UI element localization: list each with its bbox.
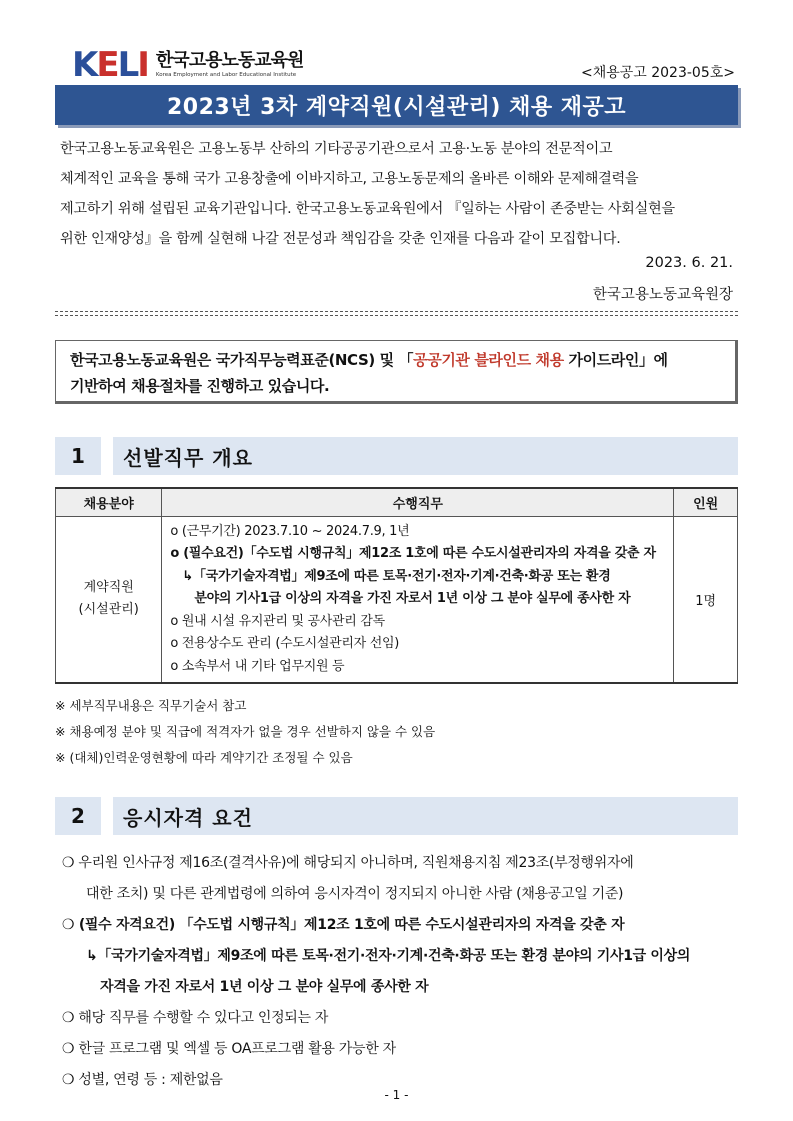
qualification-item: 대한 조치) 및 다른 관계법령에 의하여 응시자격이 정지되지 아니한 사람 (채용공고일 기준) xyxy=(86,886,624,902)
headcount-cell: 1명 xyxy=(674,516,738,683)
logo-org-name-kr: 한국고용노동교육원 xyxy=(155,50,304,71)
section-header-1 xyxy=(55,437,738,475)
duty-item: ↳「국가기술자격법」제9조에 따른 토목·전기·전자·기계·건축·화공 또는 환경 xyxy=(182,568,611,584)
intro-paragraph xyxy=(60,134,736,254)
duty-item: o 소속부서 내 기타 업무지원 등 xyxy=(170,658,345,674)
column-header: 수행직무 xyxy=(162,488,674,516)
note-item: ※ 채용예정 분야 및 직급에 적격자가 없을 경우 선발하지 않을 수 있음 xyxy=(55,724,436,739)
title-bar xyxy=(55,85,738,125)
duty-item: o 전용상수도 관리 (수도시설관리자 선임) xyxy=(170,636,400,651)
ncs-notice-box: 한국고용노동교육원은 국가직무능력표준(NCS) 및 「공공기관 블라인드 채용 가이드라인」에 기반하여 채용절차를 진행하고 있습니다. xyxy=(55,340,738,404)
duty-item: o (근무기간) 2023.7.10 ~ 2024.7.9, 1년 xyxy=(170,523,410,539)
qualification-item: ↳「국가기술자격법」제9조에 따른 토목·전기·전자·기계·건축·화공 또는 환경 분야의 기사1급 이상의 xyxy=(86,948,691,964)
qualification-item: ❍ 우리원 인사규정 제16조(결격사유)에 해당되지 아니하며, 직원채용지침 제23조(부정행위자에 xyxy=(62,855,634,871)
duty-table xyxy=(55,487,738,684)
intro-line: 제고하기 위해 설립된 교육기관입니다. 한국고용노동교육원에서 『일하는 사람이 존중받는 사회실현을 xyxy=(60,201,675,217)
page-title: 2023년 3차 계약직원(시설관리) 채용 재공고 xyxy=(166,94,627,120)
divider xyxy=(55,311,738,316)
qualification-item: ❍ 해당 직무를 수행할 수 있다고 인정되는 자 xyxy=(62,1010,329,1026)
qualification-item: 자격을 가진 자로서 1년 이상 그 분야 실무에 종사한 자 xyxy=(100,979,429,995)
duty-item: o (필수요건)「수도법 시행규칙」제12조 1호에 따른 수도시설관리자의 자격을 갖춘 자 xyxy=(170,546,656,561)
section-header-2 xyxy=(55,797,738,835)
intro-line: 위한 인재양성』을 함께 실현해 나갈 전문성과 책임감을 갖춘 인재를 다음과 같이 모집합니다. xyxy=(60,231,621,247)
logo-mark: KELI xyxy=(72,45,148,85)
note-item: ※ (대체)인력운영현황에 따라 계약기간 조정될 수 있음 xyxy=(55,750,353,765)
section-number: 2 xyxy=(55,797,101,835)
duty-item: o 원내 시설 유지관리 및 공사관리 감독 xyxy=(170,613,385,629)
qualification-list xyxy=(62,848,742,1096)
highlight-text: 공공기관 블라인드 채용 xyxy=(413,351,564,369)
column-header: 인원 xyxy=(674,488,738,516)
intro-line: 체계적인 교육을 통해 국가 고용창출에 이바지하고, 고용노동문제의 올바른 이해와 문제해결력을 xyxy=(60,171,639,187)
duties-cell xyxy=(162,516,674,683)
qualification-item: ❍ 한글 프로그램 및 엑셀 등 OA프로그램 활용 가능한 자 xyxy=(62,1041,396,1057)
section-title: 응시자격 요건 xyxy=(113,797,738,835)
notice-number: <채용공고 2023-05호> xyxy=(580,65,735,81)
duty-item: 분야의 기사1급 이상의 자격을 가진 자로서 1년 이상 그 분야 실무에 종사한 자 xyxy=(194,591,631,606)
notice-date: 2023. 6. 21. xyxy=(645,255,733,271)
section-number: 1 xyxy=(55,437,101,475)
intro-line: 한국고용노동교육원은 고용노동부 산하의 기타공공기관으로서 고용·노동 분야의 전문적이고 xyxy=(60,141,613,157)
table-row xyxy=(56,516,738,683)
signature: 한국고용노동교육원장 xyxy=(592,287,733,303)
column-header: 채용분야 xyxy=(56,488,162,516)
org-logo xyxy=(72,45,304,85)
table-header-row xyxy=(56,488,738,516)
note-item: ※ 세부직무내용은 직무기술서 참고 xyxy=(55,698,247,713)
qualification-item: ❍ 성별, 연령 등 : 제한없음 xyxy=(62,1072,223,1088)
qualification-item: ❍ (필수 자격요건) 「수도법 시행규칙」제12조 1호에 따른 수도시설관리자의 자격을 갖춘 자 xyxy=(62,917,625,933)
notes xyxy=(55,693,435,771)
section-title: 선발직무 개요 xyxy=(113,437,738,475)
page-number: - 1 - xyxy=(384,1088,409,1102)
logo-org-name-en: Korea Employment and Labor Educational Institute xyxy=(155,72,297,78)
category-cell: 계약직원 (시설관리) xyxy=(56,516,162,683)
